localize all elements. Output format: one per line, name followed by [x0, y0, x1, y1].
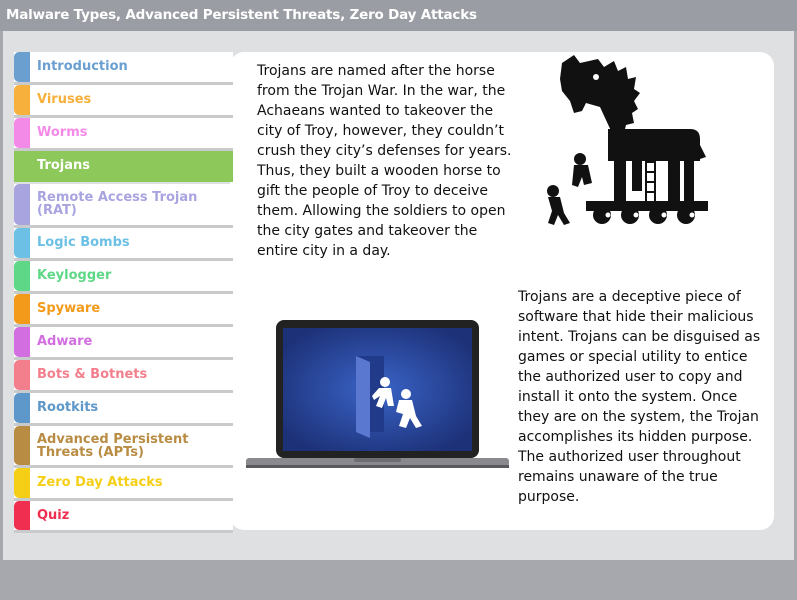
item-color-bar — [14, 468, 30, 498]
sidebar-item-label: Rootkits — [37, 400, 99, 415]
item-color-bar — [14, 360, 30, 390]
sidebar-item-adware[interactable] — [14, 327, 233, 360]
sidebar-item-label: Worms — [37, 125, 88, 140]
trojan-history-text: Trojans are named after the horse from the Trojan War. In the war, the Achaeans wanted to takeover the city of Troy, however, they couldn’t crush they city’s defenses for years. Thus, they built a wooden horse to gift the people of Troy to deceive them. Allowing the soldiers to open the city gates and takeover the entire city in a day. — [257, 63, 512, 259]
item-color-bar — [14, 261, 30, 291]
sidebar-item-label: Advanced Persistent Threats (APTs) — [37, 432, 189, 460]
sidebar-item-label: Introduction — [37, 59, 128, 74]
sidebar-item-label: Zero Day Attacks — [37, 475, 163, 490]
title-bar — [0, 0, 797, 31]
item-color-bar — [14, 327, 30, 357]
item-color-bar — [14, 52, 30, 82]
sidebar-item-label: Adware — [37, 334, 93, 349]
trojan-horse-icon — [540, 53, 715, 231]
sidebar-item-rat[interactable] — [14, 184, 233, 228]
laptop-trojan-icon — [246, 320, 509, 470]
sidebar-item-label: Quiz — [37, 508, 70, 523]
sidebar-item-worms[interactable] — [14, 118, 233, 151]
item-color-bar — [14, 426, 30, 465]
sidebar-item-introduction[interactable] — [14, 52, 233, 85]
sidebar-item-spyware[interactable] — [14, 294, 233, 327]
sidebar-item-label: Keylogger — [37, 268, 112, 283]
item-color-bar — [14, 393, 30, 423]
sidebar-item-trojans[interactable] — [14, 151, 233, 182]
item-color-bar — [14, 501, 30, 530]
item-color-bar — [14, 228, 30, 258]
item-color-bar — [14, 184, 30, 225]
sidebar-item-rootkits[interactable] — [14, 393, 233, 426]
item-color-bar — [14, 85, 30, 115]
sidebar-item-logic-bombs[interactable] — [14, 228, 233, 261]
sidebar-item-quiz[interactable] — [14, 501, 233, 533]
item-color-bar — [14, 294, 30, 324]
sidebar-item-label: Logic Bombs — [37, 235, 130, 250]
sidebar-item-keylogger[interactable] — [14, 261, 233, 294]
sidebar-item-label: Trojans — [37, 158, 91, 173]
sidebar-item-label: Spyware — [37, 301, 101, 316]
sidebar-item-apts[interactable] — [14, 426, 233, 468]
sidebar-item-zero-day[interactable] — [14, 468, 233, 501]
sidebar-item-viruses[interactable] — [14, 85, 233, 118]
window-title: Malware Types, Advanced Persistent Threats, Zero Day Attacks — [6, 7, 477, 23]
sidebar-item-bots-botnets[interactable] — [14, 360, 233, 393]
bottom-bar — [0, 560, 797, 600]
sidebar-item-label: Bots & Botnets — [37, 367, 148, 382]
sidebar-item-label: Viruses — [37, 92, 92, 107]
item-color-bar — [14, 118, 30, 148]
sidebar-item-label: Remote Access Trojan (RAT) — [37, 190, 198, 218]
item-color-bar — [14, 151, 30, 179]
trojan-definition-text: Trojans are a deceptive piece of software that hide their malicious intent. Trojans can be disguised as games or special utility to entice the authorized user to copy and install it onto the system. Once they are on the system, the Trojan accomplishes its hidden purpose. The authorized user throughout remains unaware of the true purpose. — [518, 289, 761, 505]
